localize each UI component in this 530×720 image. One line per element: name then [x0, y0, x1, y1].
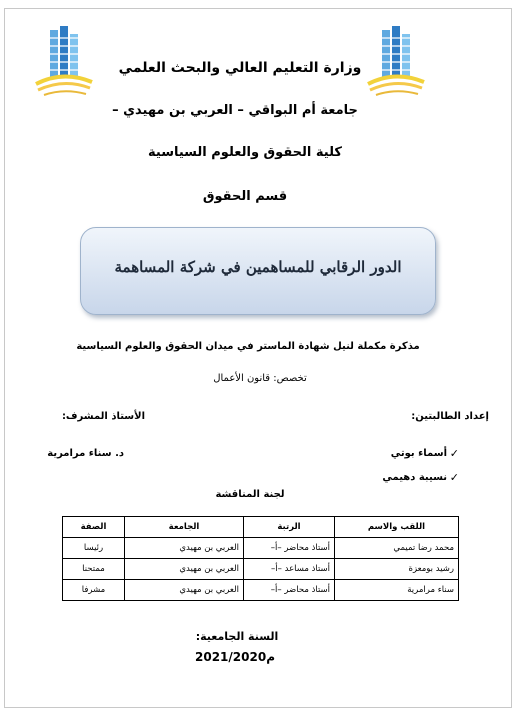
prepared-by-label: إعداد الطالبتين:: [411, 411, 489, 422]
column-header: الرتبة: [244, 517, 335, 538]
specialization-text: تخصص: قانون الأعمال: [213, 373, 307, 384]
university-logo-right-icon: [362, 24, 428, 100]
department-heading: قسم الحقوق: [202, 189, 288, 204]
table-cell: رشيد بومعزة: [335, 559, 459, 580]
table-cell: أستاذ محاضر –أ–: [244, 580, 335, 601]
faculty-heading: كلية الحقوق والعلوم السياسية: [148, 145, 342, 160]
column-header: اللقب والاسم: [335, 517, 459, 538]
table-cell: العربي بن مهيدي: [125, 559, 244, 580]
table-cell: العربي بن مهيدي: [125, 538, 244, 559]
table-row: [63, 580, 459, 601]
thesis-title: الدور الرقابي للمساهمين في شركة المساهمة: [114, 258, 402, 276]
checkmark-icon: ✓: [449, 471, 459, 484]
table-row: [63, 538, 459, 559]
student-name: أسماء بوتي: [390, 448, 447, 459]
committee-title: لجنة المناقشة: [215, 489, 285, 500]
university-logo-left-icon: [30, 24, 96, 100]
ministry-heading: وزارة التعليم العالي والبحث العلمي: [118, 60, 362, 76]
table-cell: أستاذ مساعد –أ–: [244, 559, 335, 580]
supervisor-label: الأستاذ المشرف:: [61, 411, 145, 422]
academic-year-label: السنة الجامعية:: [195, 630, 279, 643]
table-row: [63, 559, 459, 580]
checkmark-icon: ✓: [449, 447, 459, 460]
table-cell: العربي بن مهيدي: [125, 580, 244, 601]
table-cell: مشرفا: [63, 580, 125, 601]
column-header: الصفة: [63, 517, 125, 538]
table-header-row: [63, 517, 459, 538]
academic-year: 2021/2020م: [195, 650, 275, 664]
supervisor-name: د. سناء مرامرية: [47, 448, 124, 459]
committee-table: [62, 516, 459, 601]
memo-text: مذكرة مكملة لنيل شهادة الماستر في ميدان الحقوق والعلوم السياسية: [76, 341, 420, 352]
table-cell: رئيسا: [63, 538, 125, 559]
university-heading: جامعة أم البواقي – العربي بن مهيدي –: [112, 103, 358, 118]
table-cell: ممتحنا: [63, 559, 125, 580]
student-name: نسيبة دهيمي: [382, 472, 447, 483]
table-cell: أستاذ محاضر –أ–: [244, 538, 335, 559]
table-cell: سناء مرامرية: [335, 580, 459, 601]
column-header: الجامعة: [125, 517, 244, 538]
thesis-title-box: [80, 227, 436, 315]
table-cell: محمد رضا تميمي: [335, 538, 459, 559]
